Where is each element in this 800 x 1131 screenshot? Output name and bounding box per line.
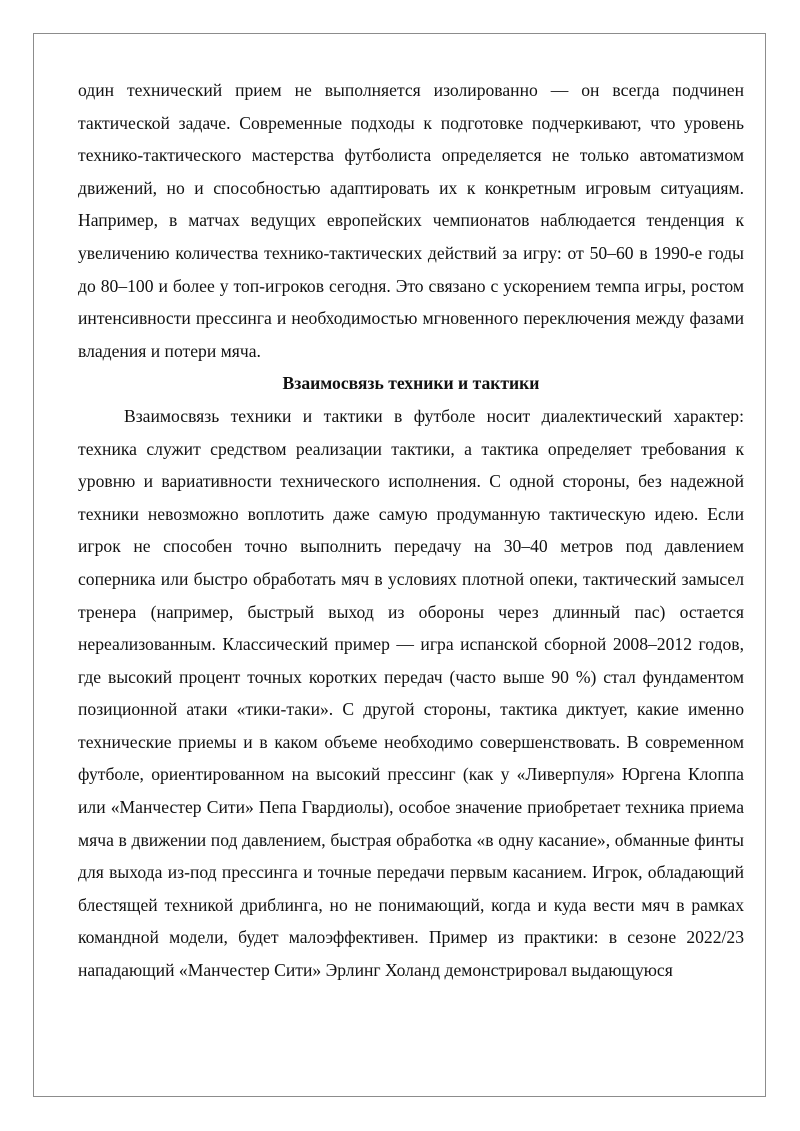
document-page <box>33 33 766 1097</box>
section-heading: Взаимосвязь техники и тактики <box>282 373 540 394</box>
document-body <box>78 74 744 987</box>
paragraph-continuation: один технический прием не выполняется изолированно — он всегда подчинен тактической задаче. Современные подходы к подготовке подчеркивают, что уровень технико-тактического мастерства футболиста определяется не только автоматизмом движений, но и способностью адаптировать их к конкретным игровым ситуациям. Например, в матчах ведущих европейских чемпионатов наблюдается тенденция к увеличению количества технико-тактических действий за игру: от 50–60 в 1990-е годы до 80–100 и более у топ-игроков сегодня. Это связано с ускорением темпа игры, ростом интенсивности прессинга и необходимостью мгновенного переключения между фазами владения и потери мяча. <box>78 80 744 361</box>
paragraph-technique-tactics: Взаимосвязь техники и тактики в футболе носит диалектический характер: техника служит средством реализации тактики, а тактика определяет требования к уровню и вариативности технического исполнения. С одной стороны, без надежной техники невозможно воплотить даже самую продуманную тактическую идею. Если игрок не способен точно выполнить передачу на 30–40 метров под давлением соперника или быстро обработать мяч в условиях плотной опеки, тактический замысел тренера (например, быстрый выход из обороны через длинный пас) остается нереализованным. Классический пример — игра испанской сборной 2008–2012 годов, где высокий процент точных коротких передач (часто выше 90 %) стал фундаментом позиционной атаки «тики-таки». С другой стороны, тактика диктует, какие именно технические приемы и в каком объеме необходимо совершенствовать. В современном футболе, ориентированном на высокий прессинг (как у «Ливерпуля» Юргена Клоппа или «Манчестер Сити» Пепа Гвардиолы), особое значение приобретает техника приема мяча в движении под давлением, быстрая обработка «в одну касание», обманные финты для выхода из-под прессинга и точные передачи первым касанием. Игрок, обладающий блестящей техникой дриблинга, но не понимающий, когда и куда вести мяч в рамках командной модели, будет малоэффективен. Пример из практики: в сезоне 2022/23 нападающий «Манчестер Сити» Эрлинг Холанд демонстрировал выдающуюся <box>78 405 744 981</box>
